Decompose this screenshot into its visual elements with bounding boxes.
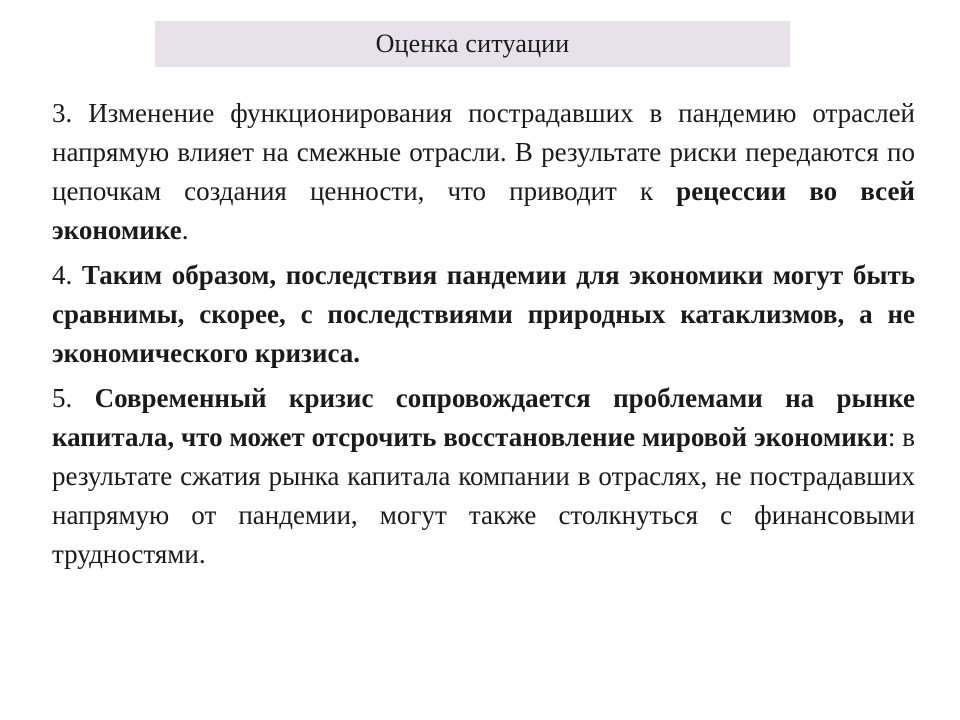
paragraph-3 — [52, 94, 915, 250]
paragraph-4 — [52, 256, 915, 373]
paragraph-bold-text: Современный кризис сопровождается проблемами на рынке капитала, что может отсрочить восстановление мировой экономики — [52, 383, 915, 452]
paragraph-number: 4. — [52, 260, 73, 290]
paragraph-5 — [52, 379, 915, 574]
slide-title: Оценка ситуации — [375, 29, 570, 58]
paragraph-text-end: : в результате сжатия рынка капитала компании в отраслях, не пострадавших напрямую от пандемии, могут также столкнуться с финансовыми трудностями. — [52, 422, 915, 569]
paragraph-text: Изменение функционирования пострадавших в пандемию отраслей напрямую влияет на смежные отрасли. В результате риски передаются по цепочкам создания ценности, что приводит к — [52, 98, 916, 206]
paragraph-text-end: . — [181, 215, 189, 245]
paragraph-number: 3. — [52, 98, 73, 128]
slide-body — [52, 94, 915, 580]
slide-title-bar — [155, 21, 790, 67]
paragraph-bold-text: рецессии во всей экономике — [52, 176, 915, 245]
paragraph-bold-text: Таким образом, последствия пандемии для экономики могут быть сравнимы, скорее, с последствиями природных катаклизмов, а не экономического кризиса. — [52, 260, 916, 368]
paragraph-number: 5. — [52, 383, 73, 413]
